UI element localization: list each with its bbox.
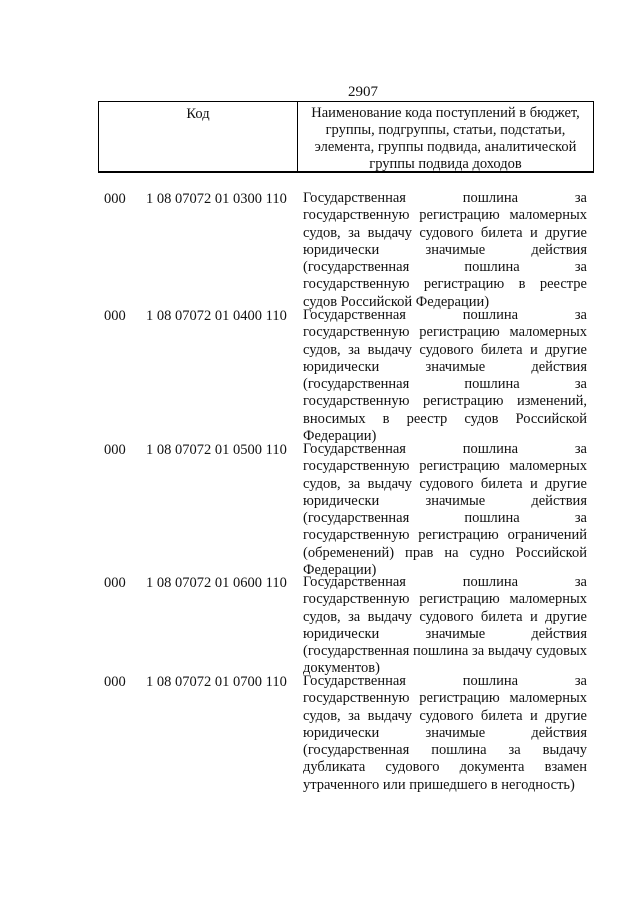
revenue-description: Государственная пошлина за государственную регистрацию маломерных судов, за выдачу судового билета и другие юридически значимые действия (государственная пошлина за выдачу дубликата судового документа взамен утраченного или пришедшего в негодность) — [303, 673, 587, 793]
revenue-code: 1 08 07072 01 0300 110 — [146, 191, 287, 207]
admin-code: 000 — [104, 442, 126, 458]
admin-code: 000 — [104, 674, 126, 690]
revenue-description: Государственная пошлина за государственную регистрацию маломерных судов, за выдачу судового билета и другие юридически значимые действия (государственная пошлина за выдачу судовых документов) — [303, 574, 587, 677]
revenue-code: 1 08 07072 01 0700 110 — [146, 674, 287, 690]
page-number: 2907 — [348, 84, 378, 100]
revenue-description: Государственная пошлина за государственную регистрацию маломерных судов, за выдачу судового билета и другие юридически значимые действия (государственная пошлина за государственную регистрацию ограничений (обременений) прав на судно Российской Федерации) — [303, 441, 587, 579]
header-code-label: Код — [186, 106, 210, 122]
admin-code: 000 — [104, 191, 126, 207]
revenue-code: 1 08 07072 01 0500 110 — [146, 442, 287, 458]
revenue-description: Государственная пошлина за государственную регистрацию маломерных судов, за выдачу судового билета и другие юридически значимые действия (государственная пошлина за государственную регистрацию в реестре судов Российской Федерации) — [303, 190, 587, 310]
header-name-label: Наименование кода поступлений в бюджет, группы, подгруппы, статьи, подстатьи, элемента, группы подвида, аналитической группы подвида доходов — [311, 105, 580, 172]
revenue-code: 1 08 07072 01 0600 110 — [146, 575, 287, 591]
table-header — [98, 101, 594, 173]
admin-code: 000 — [104, 575, 126, 591]
revenue-code: 1 08 07072 01 0400 110 — [146, 308, 287, 324]
revenue-description: Государственная пошлина за государственную регистрацию маломерных судов, за выдачу судового билета и другие юридически значимые действия (государственная пошлина за государственную регистрацию изменений, вносимых в реестр судов Российской Федерации) — [303, 307, 587, 445]
admin-code: 000 — [104, 308, 126, 324]
